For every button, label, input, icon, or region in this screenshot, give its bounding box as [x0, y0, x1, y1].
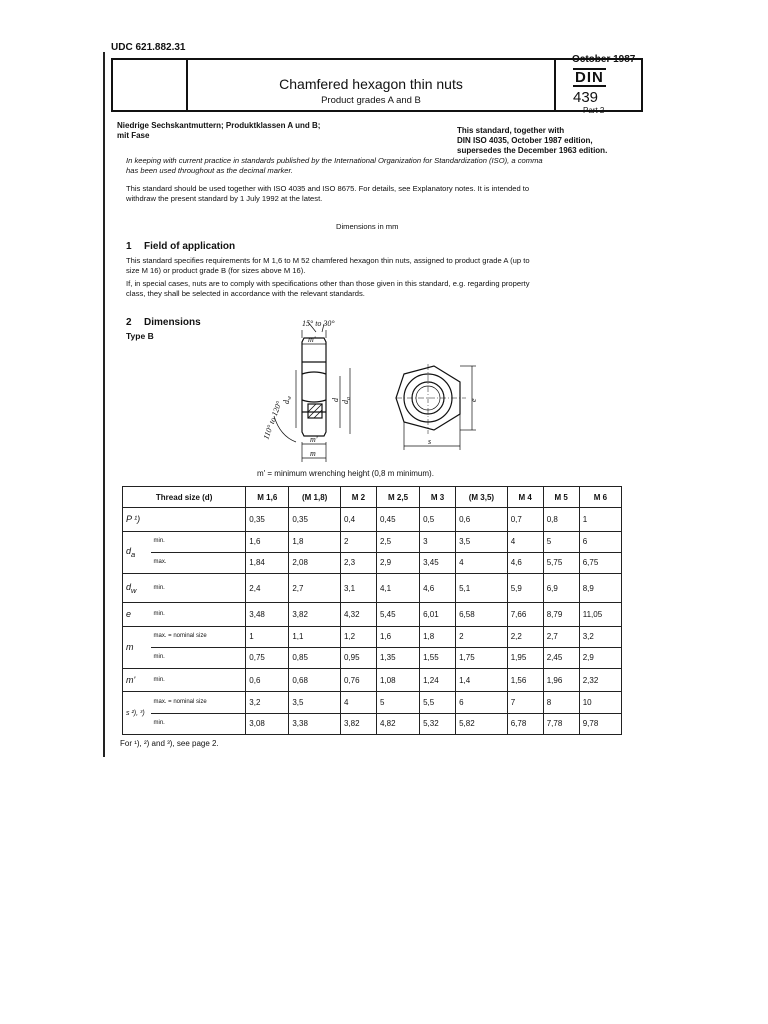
table-cell: 0,4 [340, 508, 376, 531]
table-cell: 1,6 [246, 531, 289, 552]
row-symbol-m: m [123, 626, 151, 668]
table-cell: 1,4 [456, 669, 508, 692]
table-cell: 0,35 [246, 508, 289, 531]
table-cell: 1,95 [507, 647, 543, 668]
table-cell: 0,35 [289, 508, 341, 531]
table-cell: 4,32 [340, 603, 376, 626]
table-row [123, 552, 622, 573]
table-cell: 3,5 [456, 531, 508, 552]
row-condition: min. [151, 669, 246, 692]
size-header: M 1,6 [246, 487, 289, 508]
row-symbol-da: $d_a$ [123, 531, 151, 573]
row-condition: min. [151, 531, 246, 552]
table-cell: 10 [579, 692, 621, 713]
nut-technical-drawing [246, 316, 496, 468]
table-cell: 1,8 [289, 531, 341, 552]
row-condition [151, 508, 246, 531]
table-cell: 2,9 [376, 552, 419, 573]
table-cell: 3,45 [420, 552, 456, 573]
table-cell: 6 [456, 692, 508, 713]
table-cell: 5,9 [507, 574, 543, 603]
supersedes-note [457, 126, 607, 156]
row-symbol: P ¹) [123, 508, 151, 531]
table-cell: 8,9 [579, 574, 621, 603]
table-cell: 4,6 [420, 574, 456, 603]
table-row [123, 508, 622, 531]
table-cell: 1,1 [289, 626, 341, 647]
table-cell: 1,8 [420, 626, 456, 647]
table-cell: 0,75 [246, 647, 289, 668]
s-label: s [428, 437, 432, 446]
table-cell: 6,78 [507, 713, 543, 734]
table-cell: 1,35 [376, 647, 419, 668]
nut-side-outline [302, 338, 326, 436]
table-cell: 4 [340, 692, 376, 713]
table-cell: 9,78 [579, 713, 621, 734]
row-condition: max. = nominal size [151, 626, 246, 647]
decimal-note-line: has been used throughout as the decimal marker. [126, 166, 293, 175]
issue-date: October 1987 [572, 54, 636, 65]
table-row [123, 647, 622, 668]
supersedes-line: supersedes the December 1963 edition. [457, 146, 608, 155]
document-title: Chamfered hexagon thin nuts [279, 76, 463, 92]
table-cell: 6,75 [579, 552, 621, 573]
table-cell: 1,08 [376, 669, 419, 692]
table-cell: 8,79 [543, 603, 579, 626]
table-cell: 3,82 [289, 603, 341, 626]
supersedes-line: This standard, together with [457, 126, 565, 135]
table-cell: 3,2 [579, 626, 621, 647]
table-cell: 3,82 [340, 713, 376, 734]
table-cell: 2,7 [543, 626, 579, 647]
dimensions-unit-note: Dimensions in mm [336, 222, 399, 231]
m-prime-top-label: m' [308, 335, 316, 344]
dw-label: $d_w$ [282, 395, 293, 404]
table-cell: 2 [456, 626, 508, 647]
table-cell: 5,82 [456, 713, 508, 734]
table-cell: 0,45 [376, 508, 419, 531]
size-header: M 3 [420, 487, 456, 508]
table-cell: 2,3 [340, 552, 376, 573]
din-part: Part 2 [583, 106, 605, 115]
row-condition: max. [151, 552, 246, 573]
table-cell: 5,45 [376, 603, 419, 626]
e-label: e [469, 398, 478, 402]
para-line: This standard specifies requirements for M 1,6 to M 52 chamfered hexagon thin nuts, assigned to product grade A (up to [126, 256, 530, 265]
table-cell: 4,1 [376, 574, 419, 603]
row-symbol-s: s ²), ³) [123, 692, 151, 735]
table-cell: 6,01 [420, 603, 456, 626]
size-header: M 5 [543, 487, 579, 508]
table-cell: 1,75 [456, 647, 508, 668]
din-logo: DIN [575, 69, 604, 86]
table-cell: 3,38 [289, 713, 341, 734]
table-cell: 5 [376, 692, 419, 713]
type-label: Type B [126, 331, 154, 341]
size-header: M 2 [340, 487, 376, 508]
table-cell: 1,6 [376, 626, 419, 647]
table-cell: 2,45 [543, 647, 579, 668]
table-row [123, 603, 622, 626]
row-condition: min. [151, 574, 246, 603]
table-cell: 4,6 [507, 552, 543, 573]
usage-note-line: This standard should be used together with ISO 4035 and ISO 8675. For details, see Explanatory notes. It is intended to [126, 184, 530, 193]
table-cell: 0,68 [289, 669, 341, 692]
table-cell: 2,7 [289, 574, 341, 603]
table-cell: 5,5 [420, 692, 456, 713]
usage-note-line: withdraw the present standard by 1 July 1992 at the latest. [126, 194, 323, 203]
m-prime-label: m' [310, 435, 318, 444]
section-number: 1 [126, 241, 132, 252]
din-number: 439 [573, 89, 599, 106]
table-cell: 1,2 [340, 626, 376, 647]
table-cell: 3,5 [289, 692, 341, 713]
table-cell: 0,8 [543, 508, 579, 531]
udc-code: UDC 621.882.31 [111, 42, 186, 53]
section-title: Dimensions [144, 317, 201, 328]
german-title-line: Niedrige Sechskantmuttern; Produktklassen A und B; [117, 121, 321, 130]
drawing-caption: m' = minimum wrenching height (0,8 m minimum). [257, 469, 434, 478]
table-cell: 1 [579, 508, 621, 531]
table-cell: 5,32 [420, 713, 456, 734]
row-condition: min. [151, 647, 246, 668]
section1-para1 [126, 256, 628, 276]
angle-side-label: 110° to 120° [261, 399, 284, 441]
table-cell: 1,56 [507, 669, 543, 692]
para-line: If, in special cases, nuts are to comply with specifications other than those given in this standard, e.g. regarding property [126, 279, 530, 288]
da-label: $d_a$ [341, 397, 352, 404]
table-cell: 4 [456, 552, 508, 573]
usage-note [126, 184, 628, 204]
table-cell: 6 [579, 531, 621, 552]
row-symbol: m' [123, 669, 151, 692]
table-cell: 4 [507, 531, 543, 552]
table-cell: 2,2 [507, 626, 543, 647]
table-row [123, 574, 622, 603]
table-row [123, 626, 622, 647]
table-cell: 0,6 [246, 669, 289, 692]
table-cell: 6,9 [543, 574, 579, 603]
size-header: (M 3,5) [456, 487, 508, 508]
m-label: m [310, 449, 316, 458]
table-cell: 2,4 [246, 574, 289, 603]
table-cell: 7,78 [543, 713, 579, 734]
title-block-divider [554, 58, 556, 112]
table-cell: 2,5 [376, 531, 419, 552]
thread-size-header: Thread size (d) [123, 487, 246, 508]
table-cell: 2 [340, 531, 376, 552]
table-cell: 5,75 [543, 552, 579, 573]
row-condition: max. = nominal size [151, 692, 246, 713]
section-heading [126, 317, 201, 328]
decimal-note-line: In keeping with current practice in standards published by the International Organization for Standardization (ISO), a comma [126, 156, 543, 165]
footnote: For ¹), ²) and ³), see page 2. [120, 739, 219, 748]
dimensions-table [122, 486, 622, 735]
table-cell: 2,08 [289, 552, 341, 573]
table-cell: 0,95 [340, 647, 376, 668]
table-cell: 3,1 [340, 574, 376, 603]
table-cell: 5,1 [456, 574, 508, 603]
section-title: Field of application [144, 241, 236, 252]
decimal-note [126, 156, 628, 176]
section1-para2 [126, 279, 628, 299]
german-title [117, 121, 320, 141]
section-heading [126, 241, 235, 252]
table-cell: 1 [246, 626, 289, 647]
table-row [123, 531, 622, 552]
table-cell: 0,6 [456, 508, 508, 531]
d-label: d [331, 398, 340, 402]
table-cell: 1,96 [543, 669, 579, 692]
table-cell: 0,85 [289, 647, 341, 668]
table-cell: 0,5 [420, 508, 456, 531]
angle-top-label: 15° to 30° [302, 319, 335, 328]
table-cell: 1,84 [246, 552, 289, 573]
table-cell: 3 [420, 531, 456, 552]
table-cell: 0,76 [340, 669, 376, 692]
size-header: (M 1,8) [289, 487, 341, 508]
para-line: size M 16) or product grade B (for sizes above M 16). [126, 266, 306, 275]
table-cell: 1,24 [420, 669, 456, 692]
table-cell: 3,08 [246, 713, 289, 734]
table-cell: 3,2 [246, 692, 289, 713]
supersedes-line: DIN ISO 4035, October 1987 edition, [457, 136, 593, 145]
table-cell: 2,32 [579, 669, 621, 692]
row-symbol-dw: $d_w$ [123, 574, 151, 603]
row-condition: min. [151, 713, 246, 734]
table-cell: 2,9 [579, 647, 621, 668]
table-cell: 8 [543, 692, 579, 713]
table-cell: 7 [507, 692, 543, 713]
table-cell: 0,7 [507, 508, 543, 531]
scan-edge [103, 52, 105, 757]
row-symbol: e [123, 603, 151, 626]
table-cell: 11,05 [579, 603, 621, 626]
table-cell: 5 [543, 531, 579, 552]
table-cell: 7,66 [507, 603, 543, 626]
german-title-line: mit Fase [117, 131, 150, 140]
size-header: M 4 [507, 487, 543, 508]
size-header: M 2,5 [376, 487, 419, 508]
size-header: M 6 [579, 487, 621, 508]
table-row [123, 713, 622, 734]
table-header-row [123, 487, 622, 508]
table-row [123, 669, 622, 692]
table-cell: 6,58 [456, 603, 508, 626]
row-condition: min. [151, 603, 246, 626]
table-row [123, 692, 622, 713]
document-subtitle: Product grades A and B [321, 95, 421, 106]
table-cell: 4,82 [376, 713, 419, 734]
para-line: class, they shall be selected in accordance with the relevant standards. [126, 289, 365, 298]
section-number: 2 [126, 317, 132, 328]
table-cell: 3,48 [246, 603, 289, 626]
table-cell: 1,55 [420, 647, 456, 668]
